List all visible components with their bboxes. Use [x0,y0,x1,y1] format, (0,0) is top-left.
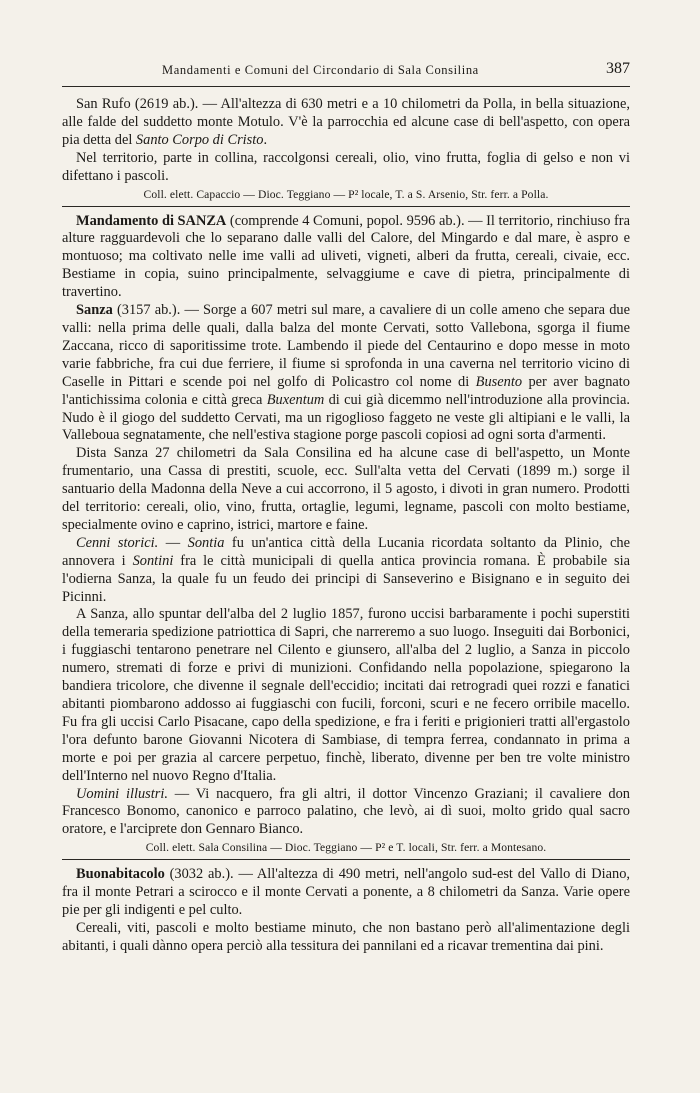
san-rufo-coll-line: Coll. elett. Capaccio — Dioc. Teggiano — P² locale, T. a S. Arsenio, Str. ferr. a Polla. [143,187,549,201]
buonabitacolo-paragraph: Buonabitacolo (3032 ab.). — All'altezza di 490 metri, nell'angolo sud-est del Vallo di Diano, fra il monte Petrari a scirocco e il monte Cervati a ponente, a 8 chilometri da Sanza. Varie opere pie per gli indigenti e pel culto. [62,866,630,919]
cenni-storici-paragraph: Cenni storici. — Sontia fu un'antica città della Lucania ricordata soltanto da Plinio, che annovera i Sontini fra le città municipali di quella antica provincia romana. È probabile sia l'odierna Sanza, la quale fu un feudo dei principi di Sanseverino e Bisignano e in seguito dei Picinni. [62,534,630,605]
san-rufo-name: San Rufo [76,96,131,112]
buonabitacolo-name: Buonabitacolo [76,866,165,883]
san-rufo-paragraph: San Rufo (2619 ab.). — All'altezza di 630 metri e a 10 chilometri da Polla, in bella situazione, alle falde del suddetto monte Motulo. V'è la parrocchia ed alcune case di bell'aspetto, con opera pia detta del Santo Corpo di Cristo. [62,96,630,148]
header-rule [62,86,630,87]
san-rufo-territory-paragraph: Nel territorio, parte in collina, raccolgonsi cereali, olio, vino frutta, foglia di gelso e non vi difettano i pascoli. [62,149,630,184]
santo-corpo-italic: Santo Corpo di Cristo [135,131,264,148]
running-header-title: Mandamenti e Comuni del Circondario di Sala Consilina [162,63,479,77]
section-divider [62,859,630,860]
uomini-illustri-paragraph: Uomini illustri. — Vi nacquero, fra gli altri, il dottor Vincenzo Graziani; il cavaliere don Francesco Bonomo, canonico e parroco palatino, che levò, ai dì suoi, molto grido qual sacro oratore, e l'arciprete don Gennaro Bianco. [62,785,630,838]
sanza-description-paragraph: Dista Sanza 27 chilometri da Sala Consilina ed ha alcune case di bell'aspetto, un Monte frumentario, una Cassa di prestiti, scuole, ecc. Sull'alta vetta del Cervati (1899 m.) sorge il santuario della Madonna della Neve a cui accorrono, il 5 agosto, i divoti in gran numero. Prodotti del territorio: cereali, olio, vino, frutta, ortaglie, legumi, legname, pascoli con molto bestiame, specialmente ovino e caprino, istrici, martore e faine. [62,445,630,533]
mandamento-paragraph: Mandamento di SANZA (comprende 4 Comuni, popol. 9596 ab.). — Il territorio, rinchiuso fra alture ragguardevoli che lo separano dalle valli del Calore, del Mingardo e dal mare, è aspro e montuoso; ma coltivato nelle ime valli ad uliveti, vigneti, alberi da frutta, cereali, civaie, ecc. Bestiame in copia, suino principalmente, selvaggiume e cave di pietra, principalmente di travertino. [62,212,630,301]
sanza-coll-line: Coll. elett. Sala Consilina — Dioc. Teggiano — P² e T. locali, Str. ferr. a Montesano. [145,841,547,855]
page-number: 387 [606,60,630,77]
sanza-name: Sanza [76,302,113,319]
mandamento-name: SANZA [177,212,227,229]
page-body [62,96,630,956]
sanza-paragraph: Sanza (3157 ab.). — Sorge a 607 metri sul mare, a cavaliere di un colle ameno che separa due valli: nella prima delle quali, dalla balza del monte Cervati, sotto Vallebona, sgorga il fiume Zaccana, ricco di saporitissime trote. Lambendo il piede del Centaurino e dopo messe in moto varie fabbriche, fra cui due ferriere, il fiume si sprofonda in una caverna nel territorio vicino di Caselle in Pittari e scende poi nel golfo di Policastro col nome di Busento per aver bagnato l'antichissima colonia e città greca Buxentum di cui già dicemmo nell'introduzione alla provincia. Nudo è il giogo del suddetto Cervati, ma un rigoglioso faggeto ne veste gli altipiani e le valli, la Valleboua segnatamente, che nell'estiva stagione porge pascoli copiosi ad ogni sorta d'armenti. [62,302,630,444]
section-divider [62,206,630,207]
running-header [62,60,630,84]
buonabitacolo-products-paragraph: Cereali, viti, pascoli e molto bestiame minuto, che non bastano però all'alimentazione degli abitanti, i quali dànno opera perciò alla tessitura dei pannilani ed a ricavar trementina dai pini. [62,919,630,954]
sapri-expedition-paragraph: A Sanza, allo spuntar dell'alba del 2 luglio 1857, furono uccisi barbaramente i pochi superstiti della temeraria spedizione patriottica di Sapri, che narreremo a suo luogo. Inseguiti dai Borbonici, i fuggiaschi tentarono penetrare nel Cilento e giunsero, all'alba del 2 luglio, a Sanza in piccolo numero, stremati di forze e privi di munizioni. Confidando nella popolazione, spiegarono la bandiera tricolore, che divenne il segnale dell'eccidio; incitati dai retrogradi quei rozzi e fanatici abitanti piombarono addosso ai fuggiaschi con fucili, forconi, scuri e ne fecero orribile macello. Fu fra gli uccisi Carlo Pisacane, capo della spedizione, e fra i feriti e prigionieri tratti all'ergastolo l'ora defunto barone Giovanni Nicotera di Sambiase, di tempra ferrea, condannato in prima a morte e poi per grazia al carcere perpetuo, finchè, liberato, divenne per ben tre volte ministro dell'Interno nel nuovo Regno d'Italia. [62,606,630,784]
